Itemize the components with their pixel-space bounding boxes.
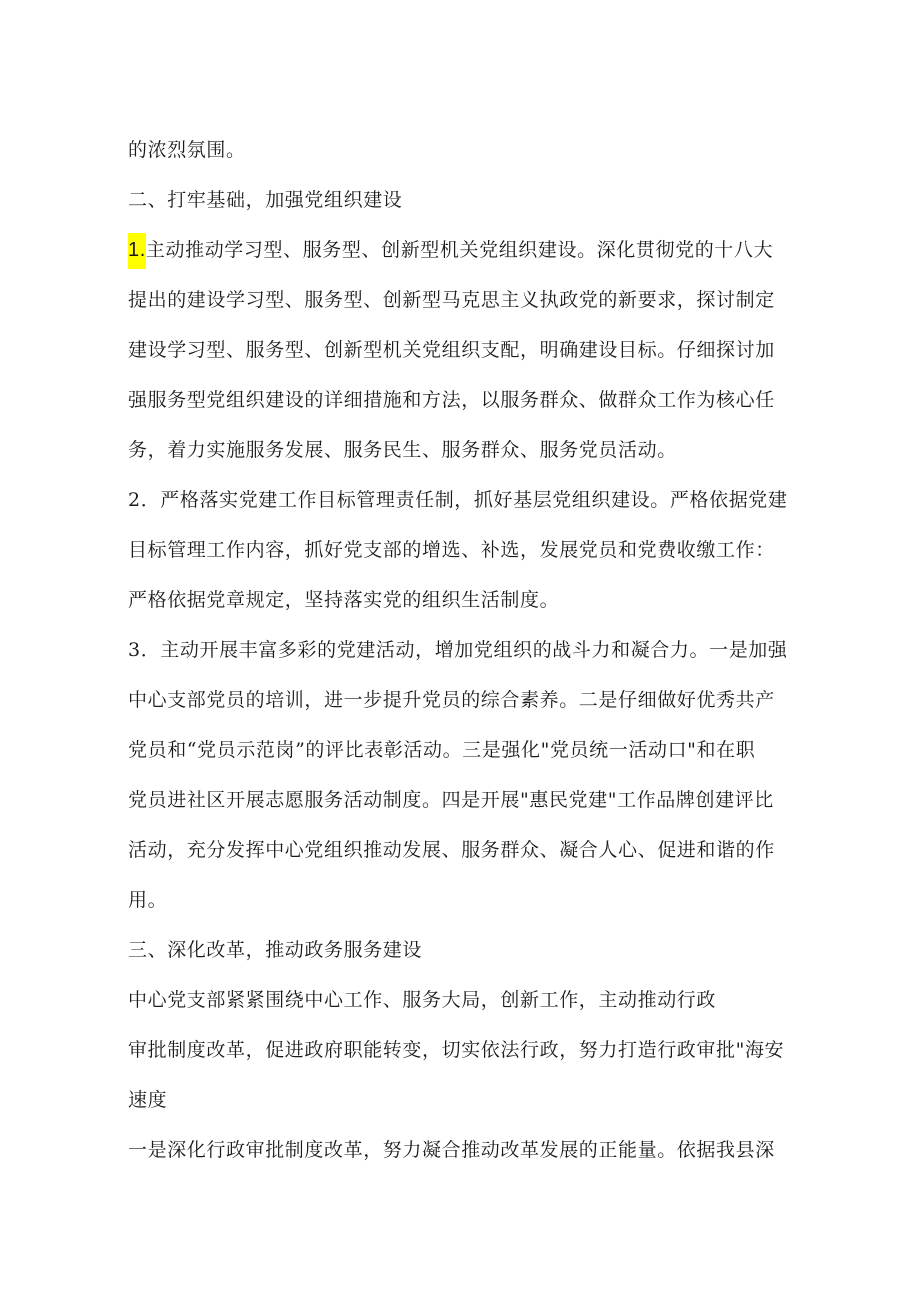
list-item-3: 3．主动开展丰富多彩的党建活动，增加党组织的战斗力和凝合力。一是加强 [128,639,788,661]
text-line: 活动，充分发挥中心党组织推动发展、服务群众、凝合人心、促进和谐的作 [128,839,775,861]
text-line: 严格依据党章规定，坚持落实党的组织生活制度。 [128,589,560,611]
text-line: 目标管理工作内容，抓好党支部的增选、补选，发展党员和党费收缴工作： [128,539,775,561]
list-item-1-text: 主动推动学习型、服务型、创新型机关党组织建设。深化贯彻党的十八大 [145,239,774,261]
text-line: 务，着力实施服务发展、服务民生、服务群众、服务党员活动。 [128,439,677,461]
text-line: 建设学习型、服务型、创新型机关党组织支配，明确建设目标。仔细探讨加 [128,339,775,361]
text-line: 用。 [128,889,168,911]
text-line: 审批制度改革，促进政府职能转变，切实依法行政，努力打造行政审批"海安 [128,1039,785,1061]
text-line: 中心支部党员的培训，进一步提升党员的综合素养。二是仔细做好优秀共产 [128,689,775,711]
text-line: 强服务型党组织建设的详细措施和方法，以服务群众、做群众工作为核心任 [128,389,775,411]
text-line: 党员进社区开展志愿服务活动制度。四是开展"惠民党建"工作品牌创建评比 [128,789,774,811]
list-item-2: 2．严格落实党建工作目标管理责任制，抓好基层党组织建设。严格依据党建 [128,489,788,511]
text-line: 一是深化行政审批制度改革，努力凝合推动改革发展的正能量。依据我县深 [128,1139,775,1161]
text-line: 提出的建设学习型、服务型、创新型马克思主义执政党的新要求，探讨制定 [128,289,775,311]
highlighted-number: 1. [128,233,146,269]
list-item-1 [128,237,773,263]
text-line: 中心党支部紧紧围绕中心工作、服务大局，创新工作，主动推动行政 [128,989,717,1011]
text-line: 党员和“党员示范岗”的评比表彰活动。三是强化"党员统一活动口"和在职 [128,739,756,761]
section-heading-2: 二、打牢基础，加强党组织建设 [128,189,403,211]
text-line: 速度 [128,1089,168,1111]
section-heading-3: 三、深化改革，推动政务服务建设 [128,939,423,961]
text-line: 的浓烈氛围。 [128,139,246,161]
